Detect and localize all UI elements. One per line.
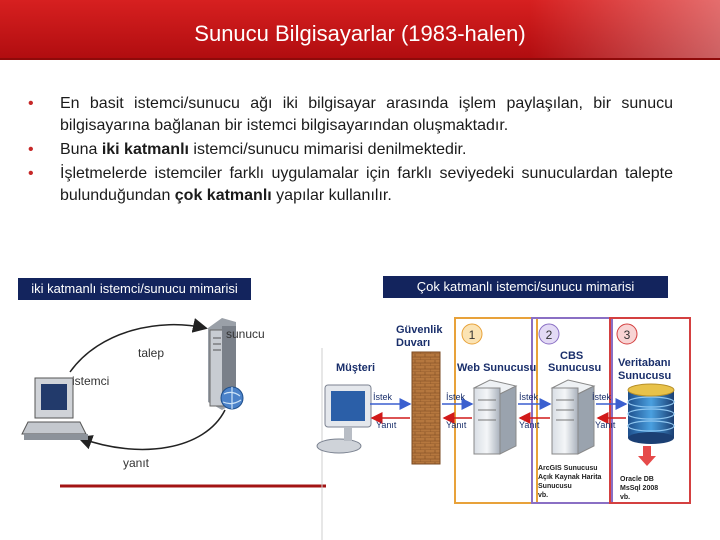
globe-icon <box>221 387 243 409</box>
bullet-list <box>28 93 673 209</box>
bullet-item-1 <box>28 93 673 137</box>
cbs-label-line2: Sunucusu <box>548 362 602 374</box>
tier-1-number: 1 <box>468 328 476 342</box>
request-label-3: İstek <box>519 392 539 402</box>
gis-server-icon <box>552 380 594 454</box>
response-label-2: Yanıt <box>446 420 467 430</box>
client-monitor-icon <box>317 385 371 453</box>
arcgis-text-4: vb. <box>538 492 549 499</box>
cbs-label-line1: CBS <box>560 350 584 362</box>
bullet-dot-icon: • <box>28 95 34 112</box>
multi-tier-diagram <box>317 318 690 503</box>
arcgis-text-3: Sunucusu <box>538 483 572 490</box>
db-label-line1: Veritabanı <box>618 357 671 369</box>
tier-2-number: 2 <box>545 328 553 342</box>
oracle-text-1: Oracle DB <box>620 476 654 483</box>
bullet-text-pre: İşletmelerde istemciler farklı uygulamalar için farklı seviyedeki sunuculardan talepte bulunduğundan <box>60 165 673 204</box>
response-label-4: Yanıt <box>595 420 616 430</box>
response-arrow <box>80 410 225 449</box>
db-label-line2: Sunucusu <box>618 370 672 382</box>
firewall-label-line2: Duvarı <box>396 337 431 349</box>
response-label: yanıt <box>123 456 150 470</box>
bullet-item-3 <box>28 163 673 207</box>
response-label-3: Yanıt <box>519 420 540 430</box>
db-down-arrow <box>638 446 656 466</box>
architecture-diagrams <box>0 300 720 540</box>
bullet-text-bold: iki katmanlı <box>101 141 189 158</box>
arcgis-text-2: Açık Kaynak Harita <box>538 474 602 481</box>
page-title: Sunucu Bilgisayarlar (1983-halen) <box>194 21 526 46</box>
oracle-text-3: vb. <box>620 494 631 501</box>
bullet-text-pre: Buna <box>60 141 102 158</box>
server-label: sunucu <box>226 327 265 341</box>
bullet-text-post: istemci/sunucu mimarisi denilmektedir. <box>188 141 467 158</box>
client-label: istemci <box>72 374 110 388</box>
request-label: talep <box>138 346 165 360</box>
web-server-label: Web Sunucusu <box>457 362 537 374</box>
database-icon <box>628 384 674 444</box>
multi-tier-caption: Çok katmanlı istemci/sunucu mimarisi <box>383 276 668 298</box>
oracle-text-2: MsSql 2008 <box>620 485 659 492</box>
tier-3-number: 3 <box>623 328 631 342</box>
two-tier-caption: iki katmanlı istemci/sunucu mimarisi <box>18 278 251 300</box>
two-tier-diagram <box>22 318 265 470</box>
arcgis-text-1: ArcGIS Sunucusu <box>538 465 598 472</box>
firewall-icon <box>412 352 440 464</box>
request-label-2: İstek <box>446 392 466 402</box>
bullet-text: En basit istemci/sunucu ağı iki bilgisayar arasında işlem paylaşılan, bir sunucu bilgisayarına bağlanan bir istemci bilgisayarından oluşmaktadır. <box>60 95 673 134</box>
bullet-dot-icon: • <box>28 165 34 182</box>
bullet-dot-icon: • <box>28 141 34 158</box>
bullet-item-2 <box>28 139 673 161</box>
request-label-4: İstek <box>592 392 612 402</box>
bullet-text-post: yapılar kullanılır. <box>271 187 392 204</box>
request-label-1: İstek <box>373 392 393 402</box>
bullet-text-bold: çok katmanlı <box>174 187 272 204</box>
firewall-label-line1: Güvenlik <box>396 324 443 336</box>
client-label: Müşteri <box>336 362 376 374</box>
web-server-icon <box>474 380 516 454</box>
response-label-1: Yanıt <box>376 420 397 430</box>
